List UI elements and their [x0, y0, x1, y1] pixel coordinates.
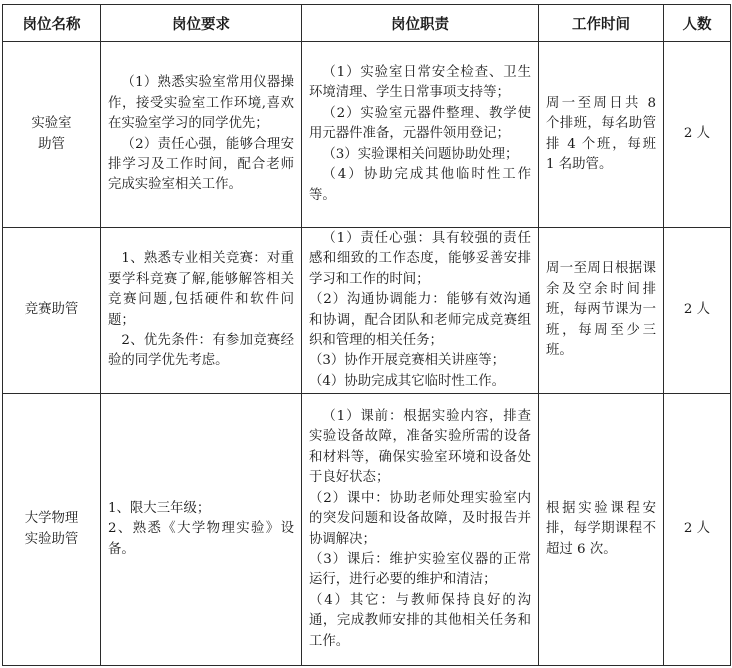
position-name-text: 大学物理实验助管: [24, 511, 79, 547]
table-row: [3, 228, 731, 394]
position-requirements: [101, 228, 302, 394]
work-time: 周一至周日共 8 个排班，每名助管排 4 个班，每班 1 名助管。: [539, 42, 664, 228]
duty-item: （2）课中：协助老师处理实验室内的突发问题和设备故障，及时报告并协调解决；: [309, 490, 531, 547]
requirement-item: 1、熟悉专业相关竞赛：对重要学科竞赛了解,能够解答相关竞赛问题,包括硬件和软件问题；: [108, 251, 294, 328]
position-duties: [302, 42, 539, 228]
requirement-item: （2）责任心强，能够合理安排学习及工作时间，配合老师完成实验室相关工作。: [108, 136, 294, 193]
table-row: [3, 394, 731, 666]
work-time: 根据实验课程安排，每学期课程不超过 6 次。: [539, 394, 664, 666]
header-headcount: 人数: [664, 5, 731, 42]
position-name-text: 实验室助管: [31, 116, 72, 152]
duty-item: （3）课后：维护实验室仪器的正常运行，进行必要的维护和清洁；: [309, 551, 531, 588]
requirement-item: 2、优先条件：有参加竞赛经验的同学优先考虑。: [108, 332, 294, 369]
duty-item: （4）协助完成其它临时性工作。: [309, 373, 505, 389]
header-position-name: 岗位名称: [3, 5, 101, 42]
position-name: 竞赛助管: [3, 228, 101, 394]
position-duties: [302, 394, 539, 666]
headcount: 2 人: [664, 228, 731, 394]
duty-item: （1）实验室日常安全检查、卫生环境清理、学生日常事项支持等；: [309, 65, 531, 101]
position-name: [3, 394, 101, 666]
table-row: [3, 42, 731, 228]
duty-item: （3）实验课相关问题协助处理；: [322, 146, 519, 162]
requirement-item: 2、熟悉《大学物理实验》设备。: [108, 521, 294, 557]
position-duties: [302, 228, 539, 394]
duty-item: （2）沟通协调能力：能够有效沟通和协调，配合团队和老师完成竞赛组织和管理的相关任务；: [309, 292, 531, 348]
work-time: 周一至周日根据课余及空余时间排班，每两节课为一班，每周至少三班。: [539, 228, 664, 394]
position-requirements: [101, 394, 302, 666]
duty-item: （4）协助完成其他临时性工作等。: [309, 167, 531, 203]
requirement-item: （1）熟悉实验室常用仪器操作，接受实验室工作环境,喜欢在实验室学习的同学优先；: [108, 75, 294, 132]
header-row: [3, 5, 731, 42]
job-positions-table: [2, 4, 731, 666]
header-duties: 岗位职责: [302, 5, 539, 42]
header-requirements: 岗位要求: [101, 5, 302, 42]
duty-item: （1）责任心强：具有较强的责任感和细致的工作态度，能够妥善安排学习和工作的时间；: [309, 230, 531, 287]
requirement-item: 1、限大三年级；: [108, 500, 211, 516]
duty-item: （3）协作开展竞赛相关讲座等；: [309, 353, 505, 369]
header-work-time: 工作时间: [539, 5, 664, 42]
duty-item: （2）实验室元器件整理、教学使用元器件准备，元器件领用登记；: [309, 105, 531, 142]
duty-item: （1）课前：根据实验内容，排查实验设备故障，准备实验所需的设备和材料等，确保实验室环境和设备处于良好状态；: [309, 409, 531, 486]
position-name: [3, 42, 101, 228]
headcount: 2 人: [664, 394, 731, 666]
duty-item: （4）其它：与教师保持良好的沟通，完成教师安排的其他相关任务和工作。: [309, 592, 531, 649]
position-requirements: [101, 42, 302, 228]
headcount: 2 人: [664, 42, 731, 228]
